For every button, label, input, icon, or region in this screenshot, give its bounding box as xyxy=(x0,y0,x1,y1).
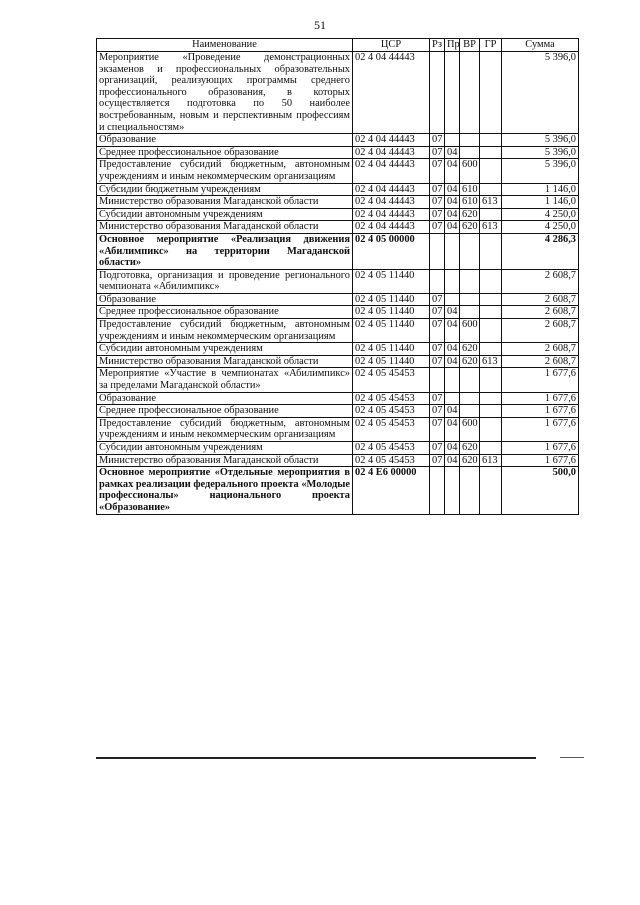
table-body xyxy=(97,52,579,515)
row-rz-cell: 07 xyxy=(430,159,445,183)
row-pr-cell xyxy=(445,269,460,293)
row-gr-cell xyxy=(480,146,502,159)
row-gr-cell xyxy=(480,467,502,514)
row-vr-cell xyxy=(460,146,480,159)
row-sum-cell: 1 677,6 xyxy=(502,405,579,418)
row-pr-cell: 04 xyxy=(445,454,460,467)
table-row xyxy=(97,392,579,405)
footer-divider xyxy=(96,757,536,759)
row-pr-cell: 04 xyxy=(445,208,460,221)
row-csr-cell: 02 4 05 45453 xyxy=(353,368,430,392)
header-csr: ЦСР xyxy=(353,39,430,52)
row-rz-cell: 07 xyxy=(430,417,445,441)
table-row xyxy=(97,159,579,183)
row-pr-cell: 04 xyxy=(445,159,460,183)
row-pr-cell: 04 xyxy=(445,343,460,356)
row-rz-cell: 07 xyxy=(430,319,445,343)
row-csr-cell: 02 4 05 11440 xyxy=(353,293,430,306)
row-pr-cell: 04 xyxy=(445,319,460,343)
row-name-cell: Основное мероприятие «Реализация движения «Абилимпикс» на территории Магаданской области» xyxy=(97,233,353,269)
row-vr-cell: 620 xyxy=(460,442,480,455)
table-row xyxy=(97,134,579,147)
header-rz: Рз xyxy=(430,39,445,52)
row-name-cell: Министерство образования Магаданской области xyxy=(97,355,353,368)
row-pr-cell xyxy=(445,467,460,514)
row-csr-cell: 02 4 05 00000 xyxy=(353,233,430,269)
table-row xyxy=(97,417,579,441)
row-name-cell: Субсидии бюджетным учреждениям xyxy=(97,183,353,196)
table-row xyxy=(97,405,579,418)
row-csr-cell: 02 4 04 44443 xyxy=(353,159,430,183)
row-csr-cell: 02 4 05 11440 xyxy=(353,306,430,319)
row-sum-cell: 2 608,7 xyxy=(502,343,579,356)
row-vr-cell: 620 xyxy=(460,208,480,221)
row-name-cell: Среднее профессиональное образование xyxy=(97,405,353,418)
row-rz-cell xyxy=(430,233,445,269)
row-name-cell: Предоставление субсидий бюджетным, автономным учреждениям и иным некоммерческим организациям xyxy=(97,159,353,183)
row-pr-cell: 04 xyxy=(445,221,460,234)
row-csr-cell: 02 4 04 44443 xyxy=(353,196,430,209)
table-row xyxy=(97,196,579,209)
row-gr-cell xyxy=(480,159,502,183)
row-vr-cell: 620 xyxy=(460,343,480,356)
row-pr-cell xyxy=(445,233,460,269)
row-gr-cell xyxy=(480,343,502,356)
row-sum-cell: 5 396,0 xyxy=(502,134,579,147)
row-sum-cell: 5 396,0 xyxy=(502,52,579,134)
row-gr-cell xyxy=(480,417,502,441)
row-gr-cell xyxy=(480,233,502,269)
row-vr-cell: 610 xyxy=(460,183,480,196)
row-pr-cell: 04 xyxy=(445,183,460,196)
row-rz-cell: 07 xyxy=(430,306,445,319)
row-name-cell: Среднее профессиональное образование xyxy=(97,306,353,319)
row-sum-cell: 1 146,0 xyxy=(502,183,579,196)
row-rz-cell: 07 xyxy=(430,442,445,455)
budget-table xyxy=(96,38,579,515)
row-rz-cell: 07 xyxy=(430,134,445,147)
table-row xyxy=(97,221,579,234)
row-sum-cell: 1 677,6 xyxy=(502,442,579,455)
row-vr-cell: 620 xyxy=(460,355,480,368)
row-vr-cell: 620 xyxy=(460,221,480,234)
table-row xyxy=(97,306,579,319)
row-sum-cell: 1 677,6 xyxy=(502,368,579,392)
row-pr-cell: 04 xyxy=(445,146,460,159)
row-sum-cell: 4 250,0 xyxy=(502,221,579,234)
row-name-cell: Субсидии автономным учреждениям xyxy=(97,208,353,221)
table-row xyxy=(97,269,579,293)
row-csr-cell: 02 4 E6 00000 xyxy=(353,467,430,514)
row-pr-cell: 04 xyxy=(445,442,460,455)
row-name-cell: Основное мероприятие «Отдельные мероприятия в рамках реализации федерального проекта «Молодые профессионалы» национального проекта «Образование» xyxy=(97,467,353,514)
row-name-cell: Министерство образования Магаданской области xyxy=(97,221,353,234)
table-row xyxy=(97,52,579,134)
row-vr-cell xyxy=(460,52,480,134)
row-sum-cell: 1 677,6 xyxy=(502,417,579,441)
row-name-cell: Среднее профессиональное образование xyxy=(97,146,353,159)
row-sum-cell: 2 608,7 xyxy=(502,269,579,293)
row-name-cell: Подготовка, организация и проведение регионального чемпионата «Абилимпикс» xyxy=(97,269,353,293)
row-name-cell: Мероприятие «Проведение демонстрационных экзаменов и профессиональных образовательных организаций, реализующих программы среднего профессионального образования, в которых осуществляется подготовка по 50 наиболее востребованным, новым и перспективным профессиям и специальностям» xyxy=(97,52,353,134)
table-row xyxy=(97,183,579,196)
row-vr-cell xyxy=(460,233,480,269)
row-vr-cell: 620 xyxy=(460,454,480,467)
row-csr-cell: 02 4 05 45453 xyxy=(353,454,430,467)
row-gr-cell: 613 xyxy=(480,221,502,234)
row-vr-cell xyxy=(460,368,480,392)
row-name-cell: Министерство образования Магаданской области xyxy=(97,196,353,209)
row-rz-cell: 07 xyxy=(430,196,445,209)
row-rz-cell xyxy=(430,368,445,392)
row-sum-cell: 5 396,0 xyxy=(502,146,579,159)
row-rz-cell: 07 xyxy=(430,343,445,356)
row-sum-cell: 5 396,0 xyxy=(502,159,579,183)
row-gr-cell: 613 xyxy=(480,454,502,467)
row-csr-cell: 02 4 04 44443 xyxy=(353,221,430,234)
row-sum-cell: 2 608,7 xyxy=(502,355,579,368)
table-row xyxy=(97,368,579,392)
footer-dash xyxy=(560,757,584,758)
table-row xyxy=(97,233,579,269)
row-sum-cell: 2 608,7 xyxy=(502,306,579,319)
row-rz-cell: 07 xyxy=(430,146,445,159)
row-csr-cell: 02 4 05 45453 xyxy=(353,417,430,441)
header-row xyxy=(97,39,579,52)
row-csr-cell: 02 4 05 45453 xyxy=(353,442,430,455)
row-rz-cell: 07 xyxy=(430,405,445,418)
row-name-cell: Предоставление субсидий бюджетным, автономным учреждениям и иным некоммерческим организациям xyxy=(97,319,353,343)
row-gr-cell xyxy=(480,52,502,134)
row-gr-cell xyxy=(480,134,502,147)
table-row xyxy=(97,442,579,455)
row-csr-cell: 02 4 04 44443 xyxy=(353,134,430,147)
table-row xyxy=(97,146,579,159)
table-row xyxy=(97,343,579,356)
row-name-cell: Мероприятие «Участие в чемпионатах «Абилимпикс» за пределами Магаданской области» xyxy=(97,368,353,392)
row-vr-cell: 600 xyxy=(460,417,480,441)
row-gr-cell xyxy=(480,183,502,196)
row-pr-cell: 04 xyxy=(445,405,460,418)
row-vr-cell xyxy=(460,134,480,147)
row-vr-cell xyxy=(460,306,480,319)
row-csr-cell: 02 4 05 11440 xyxy=(353,343,430,356)
row-rz-cell: 07 xyxy=(430,392,445,405)
row-rz-cell: 07 xyxy=(430,183,445,196)
row-pr-cell xyxy=(445,293,460,306)
row-vr-cell: 610 xyxy=(460,196,480,209)
table-row xyxy=(97,293,579,306)
row-gr-cell xyxy=(480,368,502,392)
row-vr-cell: 600 xyxy=(460,319,480,343)
row-pr-cell: 04 xyxy=(445,306,460,319)
row-gr-cell xyxy=(480,293,502,306)
row-csr-cell: 02 4 04 44443 xyxy=(353,183,430,196)
table-row xyxy=(97,208,579,221)
table-row xyxy=(97,355,579,368)
row-gr-cell: 613 xyxy=(480,196,502,209)
row-sum-cell: 1 677,6 xyxy=(502,454,579,467)
row-name-cell: Субсидии автономным учреждениям xyxy=(97,343,353,356)
row-name-cell: Субсидии автономным учреждениям xyxy=(97,442,353,455)
row-pr-cell xyxy=(445,134,460,147)
row-rz-cell: 07 xyxy=(430,454,445,467)
header-sum: Сумма xyxy=(502,39,579,52)
row-rz-cell xyxy=(430,467,445,514)
row-vr-cell xyxy=(460,269,480,293)
table-header xyxy=(97,39,579,52)
row-gr-cell xyxy=(480,405,502,418)
row-rz-cell: 07 xyxy=(430,355,445,368)
row-csr-cell: 02 4 05 11440 xyxy=(353,319,430,343)
row-sum-cell: 1 677,6 xyxy=(502,392,579,405)
row-csr-cell: 02 4 05 11440 xyxy=(353,355,430,368)
row-pr-cell: 04 xyxy=(445,417,460,441)
row-gr-cell: 613 xyxy=(480,355,502,368)
row-name-cell: Образование xyxy=(97,293,353,306)
row-name-cell: Образование xyxy=(97,392,353,405)
row-gr-cell xyxy=(480,306,502,319)
row-csr-cell: 02 4 05 45453 xyxy=(353,405,430,418)
row-gr-cell xyxy=(480,269,502,293)
row-sum-cell: 2 608,7 xyxy=(502,293,579,306)
row-csr-cell: 02 4 05 11440 xyxy=(353,269,430,293)
row-gr-cell xyxy=(480,442,502,455)
row-csr-cell: 02 4 05 45453 xyxy=(353,392,430,405)
row-rz-cell: 07 xyxy=(430,208,445,221)
row-csr-cell: 02 4 04 44443 xyxy=(353,52,430,134)
row-vr-cell xyxy=(460,293,480,306)
row-vr-cell xyxy=(460,467,480,514)
page-number: 51 xyxy=(314,18,326,32)
table-row xyxy=(97,319,579,343)
row-csr-cell: 02 4 04 44443 xyxy=(353,146,430,159)
row-name-cell: Предоставление субсидий бюджетным, автономным учреждениям и иным некоммерческим организациям xyxy=(97,417,353,441)
row-name-cell: Министерство образования Магаданской области xyxy=(97,454,353,467)
row-pr-cell xyxy=(445,52,460,134)
header-pr: Пр xyxy=(445,39,460,52)
row-pr-cell xyxy=(445,368,460,392)
row-name-cell: Образование xyxy=(97,134,353,147)
row-rz-cell xyxy=(430,52,445,134)
header-vr: ВР xyxy=(460,39,480,52)
row-rz-cell xyxy=(430,269,445,293)
row-sum-cell: 1 146,0 xyxy=(502,196,579,209)
row-vr-cell xyxy=(460,392,480,405)
row-sum-cell: 4 250,0 xyxy=(502,208,579,221)
row-gr-cell xyxy=(480,319,502,343)
table-row xyxy=(97,454,579,467)
row-gr-cell xyxy=(480,208,502,221)
row-pr-cell xyxy=(445,392,460,405)
row-vr-cell: 600 xyxy=(460,159,480,183)
header-gr: ГР xyxy=(480,39,502,52)
row-csr-cell: 02 4 04 44443 xyxy=(353,208,430,221)
row-gr-cell xyxy=(480,392,502,405)
row-sum-cell: 2 608,7 xyxy=(502,319,579,343)
row-sum-cell: 4 286,3 xyxy=(502,233,579,269)
row-vr-cell xyxy=(460,405,480,418)
row-pr-cell: 04 xyxy=(445,355,460,368)
table-row xyxy=(97,467,579,514)
header-name: Наименование xyxy=(97,39,353,52)
row-rz-cell: 07 xyxy=(430,221,445,234)
row-pr-cell: 04 xyxy=(445,196,460,209)
row-rz-cell: 07 xyxy=(430,293,445,306)
row-sum-cell: 500,0 xyxy=(502,467,579,514)
